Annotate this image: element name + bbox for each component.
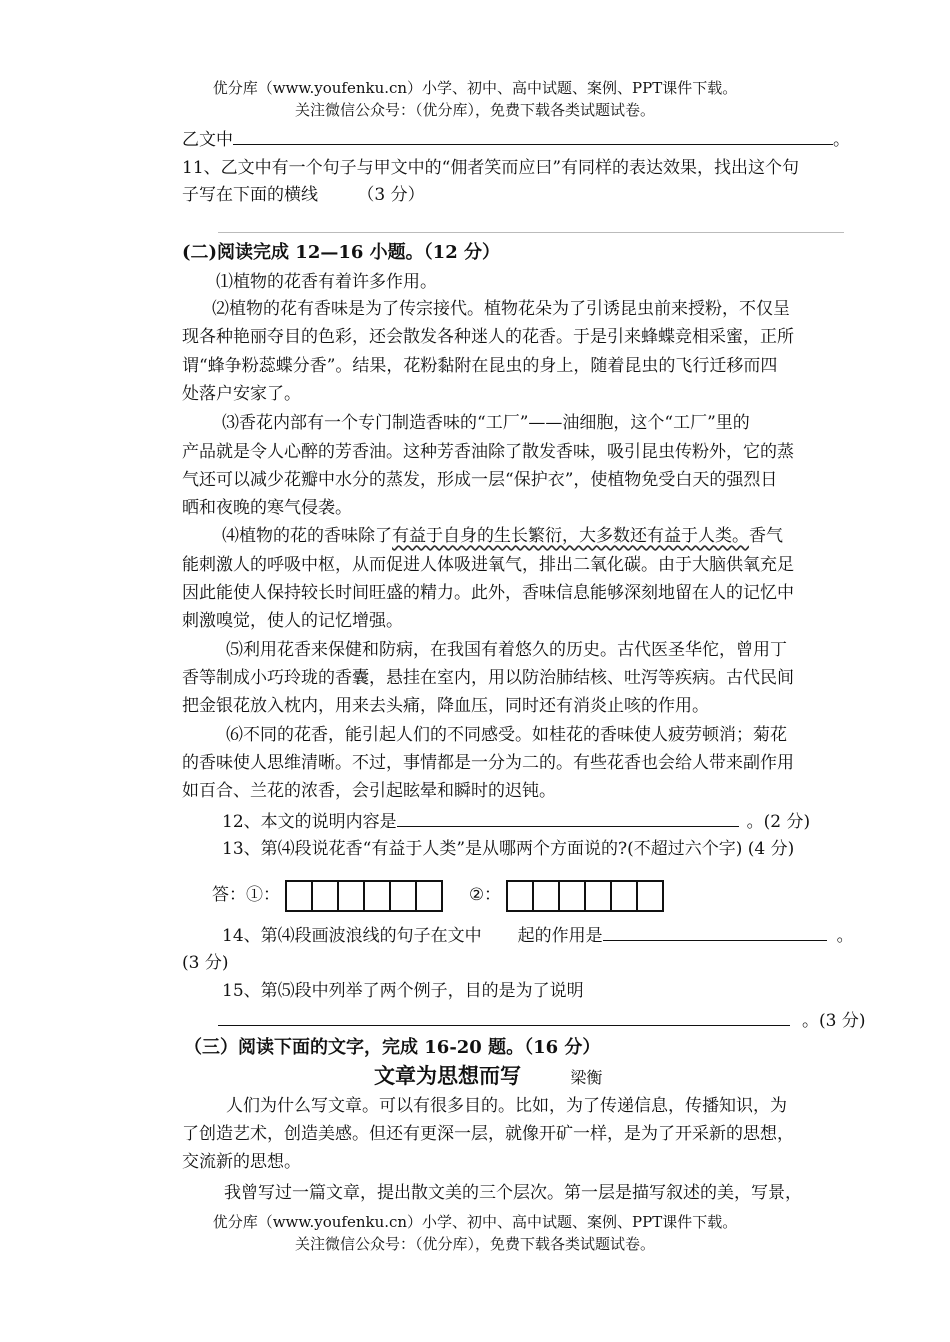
q13-second-label: ②： [468, 885, 502, 905]
q11-score: （3 分） [357, 185, 425, 205]
q14-answer-blank[interactable] [603, 922, 827, 941]
s2-p5-l1: ⑸利用花香来保健和防病，在我国有着悠久的历史。古代医圣华佗，曾用丁 [226, 640, 787, 660]
char-box[interactable] [506, 880, 534, 912]
q13: 13、第⑷段说花香“有益于人类”是从哪两个方面说的?(不超过六个字) (4 分) [222, 839, 795, 859]
s2-p3-l4: 晒和夜晚的寒气侵袭。 [182, 498, 352, 518]
s2-p2-l3: 谓“蜂争粉蕊蝶分香”。结果，花粉黏附在昆虫的身上，随着昆虫的飞行迁移而四 [182, 356, 778, 376]
q14-score: (3 分) [182, 953, 229, 973]
q15-answer-blank[interactable] [218, 1007, 790, 1026]
char-box[interactable] [363, 880, 391, 912]
footer-line-2: 关注微信公众号：（优分库），免费下载各类试题试卷。 [294, 1235, 655, 1253]
s3-p1-l3: 交流新的思想。 [182, 1152, 301, 1172]
q13-answer-row [212, 878, 662, 913]
q14-prompt-2: 起的作用是 [517, 926, 603, 946]
char-box[interactable] [558, 880, 586, 912]
q15-answer-row [218, 1007, 865, 1033]
q14-end: 。 [836, 926, 854, 946]
q10-yi-answer-line [182, 126, 850, 152]
section2-heading: (二)阅读完成 12—16 小题。（12 分） [182, 242, 500, 263]
q11-answer-line[interactable] [218, 232, 844, 233]
char-box[interactable] [415, 880, 443, 912]
q15: 15、第⑸段中列举了两个例子，目的是为了说明 [222, 981, 584, 1001]
char-box[interactable] [337, 880, 365, 912]
s2-p3-l2: 产品就是令人心醉的芳香油。这种芳香油除了散发香味，吸引昆虫传粉外，它的蒸 [182, 442, 794, 462]
header-line-1: 优分库（www.youfenku.cn）小学、初中、高中试题、案例、PPT课件下载。 [212, 79, 738, 97]
p4-rest: 香气 [749, 526, 783, 546]
char-box[interactable] [532, 880, 560, 912]
char-box[interactable] [285, 880, 313, 912]
char-box[interactable] [311, 880, 339, 912]
q11-line-2 [182, 183, 425, 207]
char-box[interactable] [389, 880, 417, 912]
char-box[interactable] [584, 880, 612, 912]
s3-p2-l1: 我曾写过一篇文章，提出散文美的三个层次。第一层是描写叙述的美，写景， [224, 1183, 802, 1203]
article-author: 梁衡 [570, 1068, 603, 1087]
q13-answer-label: 答：①： [212, 885, 280, 905]
s2-p2-l2: 现各种艳丽夺目的色彩，还会散发各种迷人的花香。于是引来蜂蝶竞相采蜜，正所 [182, 327, 794, 347]
s2-p6-l3: 如百合、兰花的浓香，会引起眩晕和瞬时的迟钝。 [182, 781, 556, 801]
section3-heading: （三）阅读下面的文字，完成 16-20 题。（16 分） [184, 1037, 601, 1058]
yi-end: 。 [833, 130, 850, 150]
s2-p1: ⑴植物的花香有着许多作用。 [216, 272, 437, 292]
q14 [222, 922, 854, 948]
s2-p4-l4: 刺激嗅觉，使人的记忆增强。 [182, 611, 403, 631]
s2-p2-l4: 处落户安家了。 [182, 384, 301, 404]
q15-score: 。(3 分) [802, 1011, 866, 1031]
q12 [222, 808, 810, 834]
s2-p6-l1: ⑹不同的花香，能引起人们的不同感受。如桂花的香味使人疲劳顿消；菊花 [226, 725, 787, 745]
yi-label: 乙文中 [182, 130, 233, 150]
s2-p5-l2: 香等制成小巧玲珑的香囊，悬挂在室内，用以防治肺结核、吐泻等疾病。古代民间 [182, 668, 794, 688]
q11-line-1: 11、乙文中有一个句子与甲文中的“佣者笑而应曰”有同样的表达效果，找出这个句 [182, 158, 800, 178]
answer-blank[interactable] [233, 126, 833, 145]
s3-p1-l1: 人们为什么写文章。可以有很多目的。比如，为了传递信息，传播知识，为 [226, 1096, 787, 1116]
q11-line-2-text: 子写在下面的横线 [182, 185, 318, 205]
article-title-row [374, 1064, 602, 1090]
s2-p5-l3: 把金银花放入枕内，用来去头痛，降血压，同时还有消炎止咳的作用。 [182, 696, 709, 716]
char-box[interactable] [636, 880, 664, 912]
char-box[interactable] [610, 880, 638, 912]
s2-p4-l1 [222, 524, 783, 548]
q12-answer-blank[interactable] [397, 808, 739, 827]
s2-p4-l3: 因此能使人保持较长时间旺盛的精力。此外，香味信息能够深刻地留在人的记忆中 [182, 583, 794, 603]
s2-p6-l2: 的香味使人思维清晰。不过，事情都是一分为二的。有些花香也会给人带来副作用 [182, 753, 794, 773]
q12-score: 。(2 分) [746, 812, 811, 832]
p4-start: ⑷植物的花的香味除了 [222, 526, 392, 546]
footer-line-1: 优分库（www.youfenku.cn）小学、初中、高中试题、案例、PPT课件下载。 [212, 1213, 738, 1231]
q13-answer-2-boxes[interactable] [506, 879, 662, 913]
s2-p4-l2: 能刺激人的呼吸中枢，从而促进人体吸进氧气，排出二氧化碳。由于大脑供氧充足 [182, 555, 794, 575]
article-title: 文章为思想而写 [374, 1063, 521, 1088]
s2-p3-l1: ⑶香花内部有一个专门制造香味的“工厂”——油细胞，这个“工厂”里的 [222, 413, 750, 433]
q12-prompt: 12、本文的说明内容是 [222, 812, 397, 832]
s2-p2-l1: ⑵植物的花有香味是为了传宗接代。植物花朵为了引诱昆虫前来授粉，不仅呈 [212, 299, 790, 319]
p4-wavy-sentence: 有益于自身的生长繁衍，大多数还有益于人类。 [392, 526, 749, 546]
s3-p1-l2: 了创造艺术，创造美感。但还有更深一层，就像开矿一样，是为了开采新的思想， [182, 1124, 794, 1144]
q13-answer-1-boxes[interactable] [285, 879, 441, 913]
q14-prompt: 14、第⑷段画波浪线的句子在文中 [222, 926, 482, 946]
header-line-2: 关注微信公众号：（优分库），免费下载各类试题试卷。 [294, 101, 655, 119]
s2-p3-l3: 气还可以减少花瓣中水分的蒸发，形成一层“保护衣”，使植物免受白天的强烈日 [182, 470, 778, 490]
